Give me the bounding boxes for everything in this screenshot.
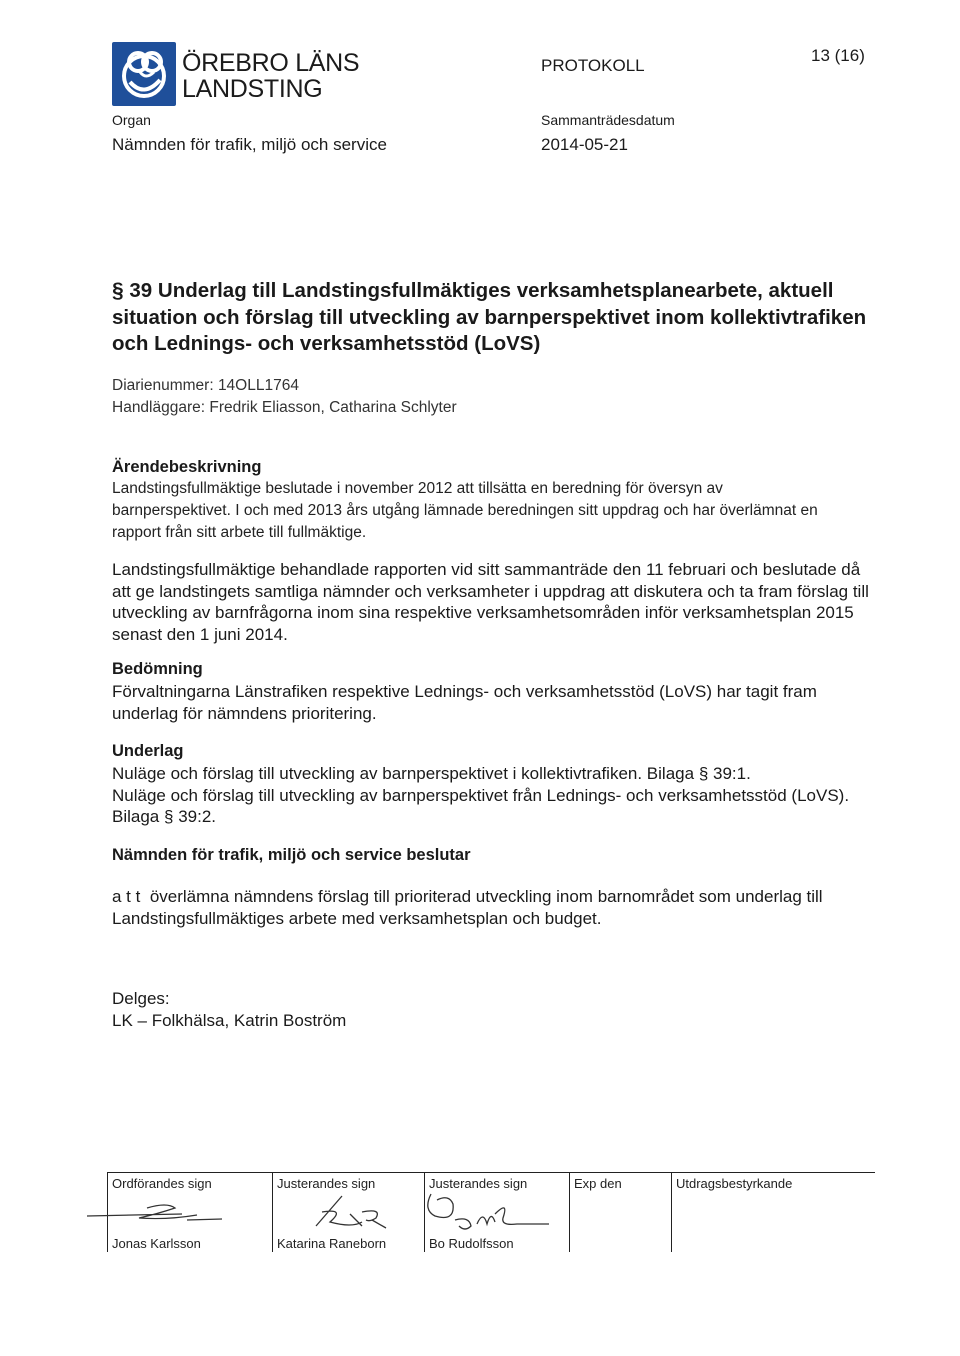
beslut-text-body: överlämna nämndens förslag till prioriterad utveckling inom barnområdet som underlag till Landstingsfullmäktiges arbete med verksamhetsplan och budget. <box>112 887 823 928</box>
underlag-line1-ref: 39:1. <box>713 764 751 783</box>
bedomning-heading: Bedömning <box>112 660 203 678</box>
paragraph-symbol: § <box>112 279 124 302</box>
logo-emblem-icon <box>112 42 176 106</box>
signature-header: Justerandes sign <box>277 1176 376 1191</box>
signature-col-exp <box>569 1172 671 1252</box>
arendebeskrivning-para2-text: Landstingsfullmäktige behandlade rapporten vid sitt sammanträde den 11 februari och beslutade då att ge landstingets samtliga nämnder och verksamheter i uppdrag att diskutera och ta fram förslag till utveckling av barnfrågorna inom sina respektive verksamhetsområden inför verksamhetsplan 2015 senast den 1 juni 2014. <box>112 560 869 644</box>
signature-divider <box>671 1172 672 1252</box>
beslut-heading: Nämnden för trafik, miljö och service beslutar <box>112 846 471 864</box>
delges-label: Delges: <box>112 989 170 1008</box>
delges <box>112 988 882 1031</box>
org-name-line2: LANDSTING <box>182 75 323 103</box>
underlag-line1 <box>112 763 862 785</box>
beslut-text <box>112 886 872 929</box>
organ-label: Organ <box>112 112 151 128</box>
underlag-heading: Underlag <box>112 742 184 760</box>
signature-scribble-adjuster-1 <box>302 1192 412 1237</box>
underlag-line1-symbol: § <box>698 764 709 783</box>
page-number: 13 (16) <box>811 46 865 65</box>
arendebeskrivning-para1-text: Landstingsfullmäktige beslutade i november 2012 att tillsätta en beredning för översyn av barnperspektivet. I och med 2013 års utgång lämnade beredningen sitt uppdrag och har överlämnat en rapport från sitt arbete till fullmäktige. <box>112 480 818 541</box>
diarienummer: Diarienummer: 14OLL1764 <box>112 377 299 394</box>
underlag-body <box>112 763 862 828</box>
item-title-text: 39 Underlag till Landstingsfullmäktiges verksamhetsplanearbete, aktuell situation och förslag till utveckling av barnperspektivet inom kollektivtrafiken och Lednings- och verksamhetsstöd (LoVS) <box>112 279 867 355</box>
document-type: PROTOKOLL <box>541 56 645 75</box>
arendebeskrivning-heading: Ärendebeskrivning <box>112 458 262 476</box>
landsting-logo <box>112 42 176 106</box>
signature-scribble-adjuster-2 <box>425 1190 565 1238</box>
signature-divider <box>272 1172 273 1252</box>
underlag-line2-text: Nuläge och förslag till utveckling av barnperspektivet från Lednings- och verksamhetsstöd (LoVS). Bilaga <box>112 785 850 826</box>
underlag-line1-text: Nuläge och förslag till utveckling av barnperspektivet i kollektivtrafiken. Bilaga <box>112 764 695 783</box>
organization-name <box>182 50 359 102</box>
arendebeskrivning-para2 <box>112 559 880 645</box>
date-value: 2014-05-21 <box>541 135 628 154</box>
beslut-body <box>112 886 872 929</box>
signature-header: Utdragsbestyrkande <box>676 1176 793 1191</box>
organ-value: Nämnden för trafik, miljö och service <box>112 135 387 154</box>
underlag-line2 <box>112 785 862 828</box>
signature-name: Bo Rudolfsson <box>429 1236 514 1251</box>
beslut-att: a t t <box>112 887 141 906</box>
signature-name: Jonas Karlsson <box>112 1236 201 1251</box>
bedomning-text: Förvaltningarna Länstrafiken respektive Lednings- och verksamhetsstöd (LoVS) har tagit fram underlag för nämndens prioritering. <box>112 682 817 723</box>
signature-col-extract <box>671 1172 875 1252</box>
underlag-line2-ref: 39:2. <box>178 807 217 826</box>
item-title <box>112 278 872 358</box>
signature-scribble-chair <box>87 1198 237 1228</box>
delges-recipient: LK – Folkhälsa, Katrin Boström <box>112 1010 347 1030</box>
bedomning-body <box>112 681 862 724</box>
signature-table <box>107 1172 875 1252</box>
signature-header: Exp den <box>574 1176 622 1191</box>
signature-name: Katarina Raneborn <box>277 1236 387 1251</box>
date-label: Sammanträdesdatum <box>541 112 675 128</box>
org-name-line1: ÖREBRO LÄNS <box>182 49 360 77</box>
signature-divider <box>569 1172 570 1252</box>
item-meta <box>112 375 457 419</box>
signature-header: Justerandes sign <box>429 1176 528 1191</box>
signature-header: Ordförandes sign <box>112 1176 212 1191</box>
arendebeskrivning-para1 <box>112 478 828 544</box>
handlaggare: Handläggare: Fredrik Eliasson, Catharina Schlyter <box>112 399 457 416</box>
underlag-line2-symbol: § <box>164 807 174 826</box>
